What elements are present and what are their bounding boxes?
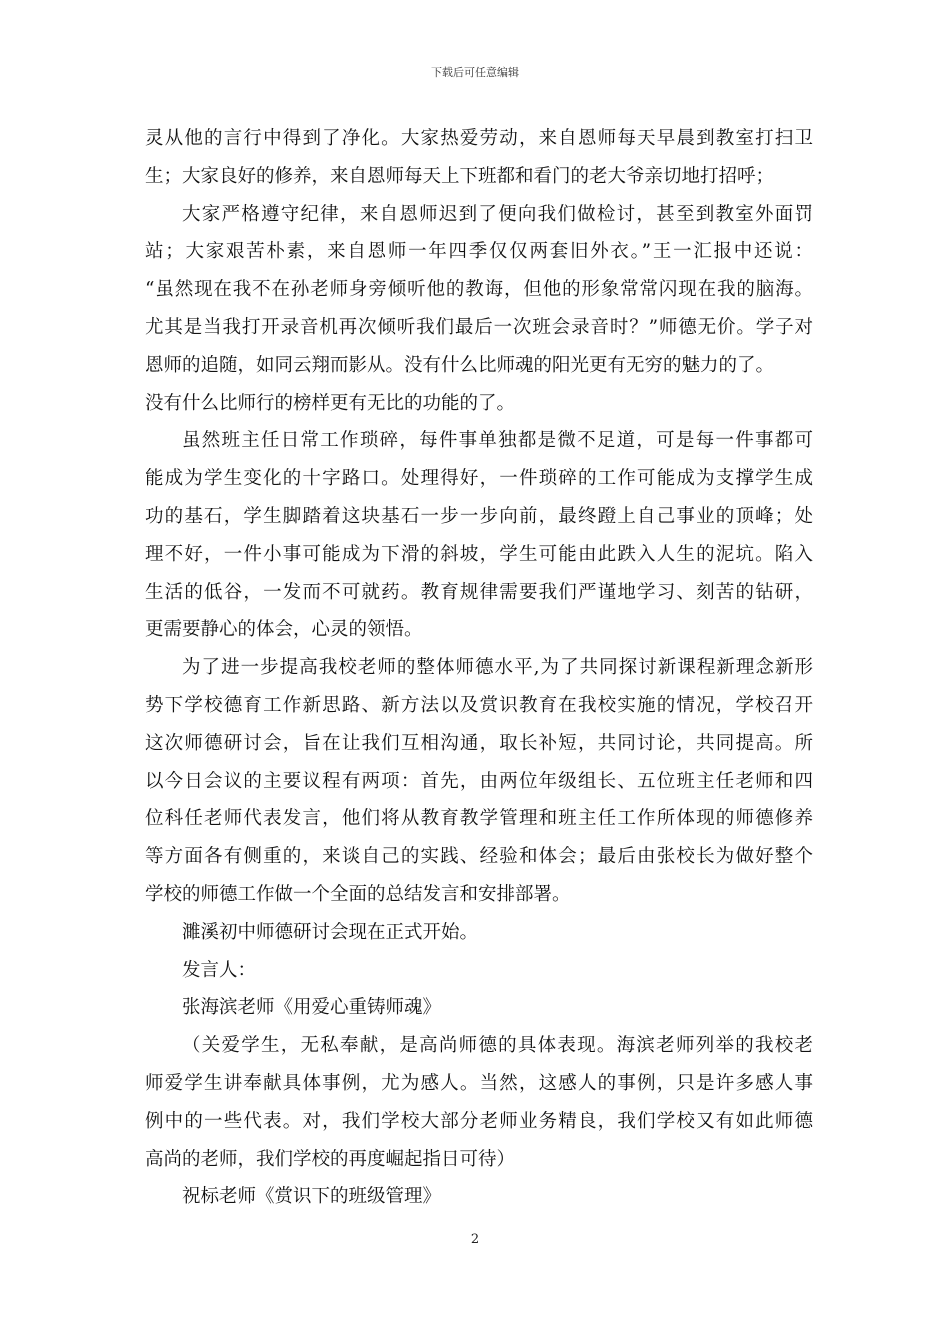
text-line: 为了进一步提高我校老师的整体师德水平,为了共同探讨新课程新理念新形	[182, 657, 813, 679]
text-line: 师爱学生讲奉献具体事例，尤为感人。当然，这感人的事例，只是许多感人事	[145, 1072, 813, 1094]
text-line: 站；大家艰苦朴素，来自恩师一年四季仅仅两套旧外衣。”王一汇报中还说：	[145, 241, 813, 263]
text-line: 等方面各有侧重的，来谈自己的实践、经验和体会；最后由张校长为做好整个	[145, 846, 813, 868]
page-number: 2	[470, 1232, 480, 1247]
text-line: “虽然现在我不在孙老师身旁倾听他的教诲，但他的形象常常闪现在我的脑海。	[145, 279, 813, 301]
text-line: 大家严格遵守纪律，来自恩师迟到了便向我们做检讨，甚至到教室外面罚	[182, 203, 813, 225]
text-line: 发言人：	[182, 959, 257, 981]
text-line: 濉溪初中师德研讨会现在正式开始。	[182, 921, 479, 943]
text-line: 理不好，一件小事可能成为下滑的斜坡，学生可能由此跌入人生的泥坑。陷入	[145, 543, 813, 565]
text-line: 例中的一些代表。对，我们学校大部分老师业务精良，我们学校又有如此师德	[145, 1110, 813, 1132]
text-line: 张海滨老师《用爱心重铸师魂》	[182, 997, 442, 1019]
text-line: 势下学校德育工作新思路、新方法以及赏识教育在我校实施的情况，学校召开	[145, 694, 813, 716]
text-line: 能成为学生变化的十字路口。处理得好，一件琐碎的工作可能成为支撑学生成	[145, 468, 813, 490]
page-header-note: 下载后可任意编辑	[431, 66, 519, 79]
text-line: 功的基石，学生脚踏着这块基石一步一步向前，最终蹬上自己事业的顶峰；处	[145, 505, 813, 527]
text-line: 以今日会议的主要议程有两项：首先，由两位年级组长、五位班主任老师和四	[145, 770, 813, 792]
text-line: 学校的师德工作做一个全面的总结发言和安排部署。	[145, 883, 571, 905]
text-line: 这次师德研讨会，旨在让我们互相沟通，取长补短，共同讨论，共同提高。所	[145, 732, 813, 754]
text-line: 高尚的老师，我们学校的再度崛起指日可待）	[145, 1148, 516, 1170]
text-line: （关爱学生，无私奉献，是高尚师德的具体表现。海滨老师列举的我校老	[182, 1035, 813, 1057]
text-line: 位科任老师代表发言，他们将从教育教学管理和班主任工作所体现的师德修养	[145, 808, 813, 830]
text-line: 生；大家良好的修养，来自恩师每天上下班都和看门的老大爷亲切地打招呼；	[145, 165, 775, 187]
text-line: 更需要静心的体会，心灵的领悟。	[145, 619, 423, 641]
text-line: 恩师的追随，如同云翔而影从。没有什么比师魂的阳光更有无穷的魅力的了。	[145, 354, 775, 376]
text-line: 没有什么比师行的榜样更有无比的功能的了。	[145, 392, 516, 414]
text-line: 虽然班主任日常工作琐碎，每件事单独都是微不足道，可是每一件事都可	[182, 430, 813, 452]
text-line: 祝标老师《赏识下的班级管理》	[182, 1186, 442, 1208]
document-body	[145, 120, 813, 1216]
text-line: 生活的低谷，一发而不可就药。教育规律需要我们严谨地学习、刻苦的钻研，	[145, 581, 813, 603]
text-line: 尤其是当我打开录音机再次倾听我们最后一次班会录音时？”师德无价。学子对	[145, 316, 813, 338]
text-line: 灵从他的言行中得到了净化。大家热爱劳动，来自恩师每天早晨到教室打扫卫	[145, 128, 813, 149]
